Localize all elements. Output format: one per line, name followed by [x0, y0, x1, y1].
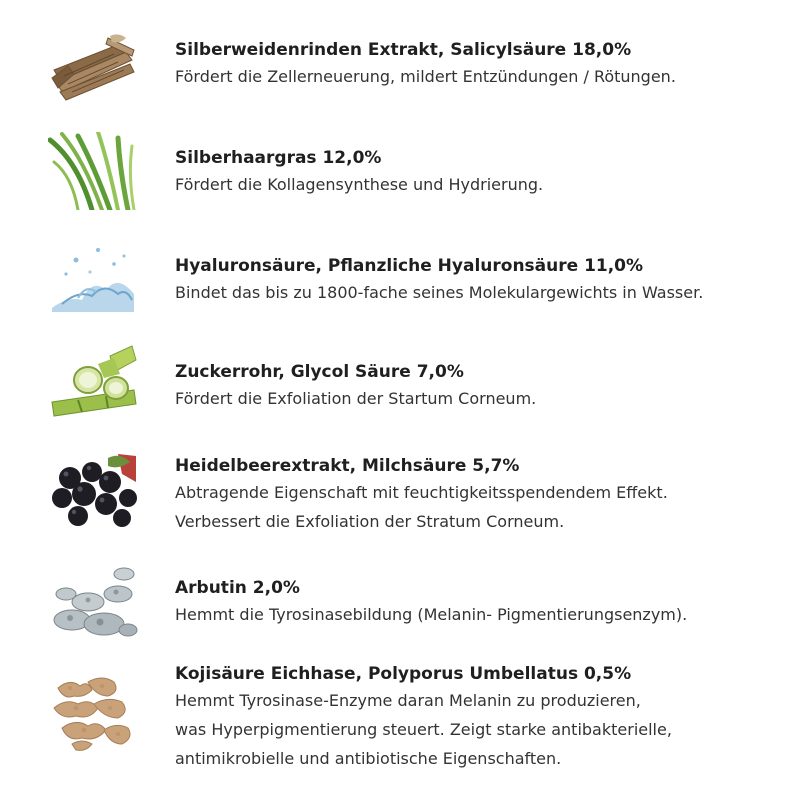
ingredient-text [175, 38, 775, 91]
ingredient-title: Silberweidenrinden Extrakt, Salicylsäure 18,0% [175, 40, 632, 60]
ingredient-text [175, 146, 775, 199]
silver-grass-icon [48, 132, 138, 210]
ingredient-description-line: Fördert die Exfoliation der Startum Corneum. [175, 389, 537, 408]
water-splash-icon [48, 238, 138, 316]
ingredient-title: Hyaluronsäure, Pflanzliche Hyaluronsäure 11,0% [175, 256, 644, 276]
sugarcane-icon [48, 344, 138, 422]
ingredient-description-line: was Hyperpigmentierung steuert. Zeigt starke antibakterielle, [175, 720, 672, 739]
ingredient-description-line: antimikrobielle und antibiotische Eigenschaften. [175, 749, 562, 768]
ingredient-text [175, 254, 775, 307]
ingredient-title: Kojisäure Eichhase, Polyporus Umbellatus 0,5% [175, 664, 632, 684]
mushroom-icon [48, 564, 138, 642]
ingredient-title: Zuckerrohr, Glycol Säure 7,0% [175, 362, 464, 382]
ingredient-text [175, 360, 775, 413]
ingredient-description-line: Fördert die Zellerneuerung, mildert Entzündungen / Rötungen. [175, 67, 676, 86]
ingredient-description-line: Verbessert die Exfoliation der Stratum Corneum. [175, 512, 565, 531]
willow-bark-icon [48, 30, 138, 108]
ingredient-title: Silberhaargras 12,0% [175, 148, 382, 168]
ingredient-description-line: Abtragende Eigenschaft mit feuchtigkeitsspendendem Effekt. [175, 483, 668, 502]
polyporus-icon [48, 674, 138, 752]
ingredient-description-line: Fördert die Kollagensynthese und Hydrierung. [175, 175, 544, 194]
ingredient-text [175, 454, 775, 536]
ingredient-title: Arbutin 2,0% [175, 578, 300, 598]
ingredient-description-line: Hemmt die Tyrosinasebildung (Melanin- Pigmentierungsenzym). [175, 605, 688, 624]
ingredient-text [175, 576, 775, 629]
ingredient-description-line: Hemmt Tyrosinase-Enzyme daran Melanin zu produzieren, [175, 691, 641, 710]
ingredient-description-line: Bindet das bis zu 1800-fache seines Molekulargewichts in Wasser. [175, 283, 704, 302]
blueberries-icon [48, 452, 138, 530]
ingredient-text [175, 662, 775, 773]
ingredient-title: Heidelbeerextrakt, Milchsäure 5,7% [175, 456, 520, 476]
